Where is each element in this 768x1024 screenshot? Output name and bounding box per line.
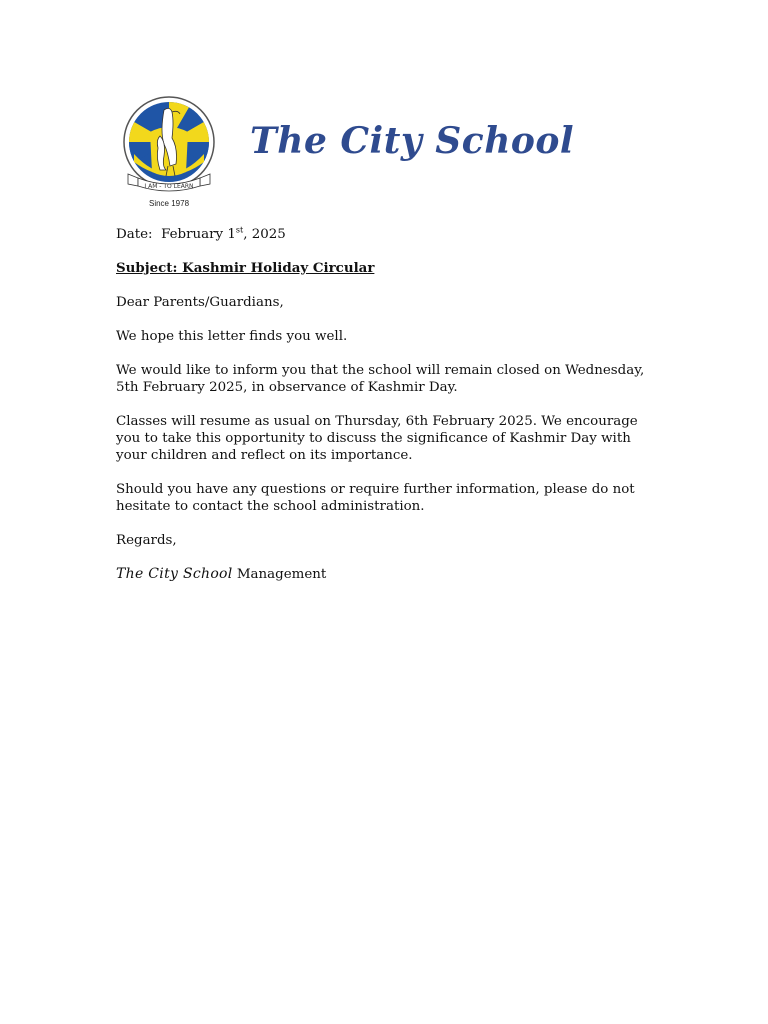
paragraph-resume-notice: Classes will resume as usual on Thursday, 6th February 2025. We encourage you to take this opportunity to discuss the significance of Kashmir Day with your children and reflect on its importance. xyxy=(116,414,638,463)
school-name-heading: The City School xyxy=(250,120,575,162)
paragraph-contact: Should you have any questions or require further information, please do not hesitate to contact the school administration. xyxy=(116,482,635,514)
closing: Regards, xyxy=(116,533,177,548)
date-suffix: st xyxy=(235,225,244,235)
logo-motto: I AM - TO LEARN xyxy=(144,183,194,190)
date-value: February 1 xyxy=(161,227,236,242)
school-logo xyxy=(120,92,218,210)
date-label: Date: xyxy=(116,227,153,242)
salutation: Dear Parents/Guardians, xyxy=(116,295,284,310)
signature-school-name: The City School xyxy=(116,566,233,582)
logo-since: Since 1978 xyxy=(148,199,190,208)
letter-body xyxy=(116,226,656,600)
paragraph-greeting: We hope this letter finds you well. xyxy=(116,329,348,344)
signature-line xyxy=(116,566,656,583)
date-line xyxy=(116,226,656,243)
letterhead xyxy=(116,90,575,210)
paragraph-closure-notice: We would like to inform you that the school will remain closed on Wednesday, 5th February 2025, in observance of Kashmir Day. xyxy=(116,363,645,395)
subject-line: Subject: Kashmir Holiday Circular xyxy=(116,260,375,276)
signature-suffix: Management xyxy=(232,567,327,582)
date-year: , 2025 xyxy=(243,227,286,242)
